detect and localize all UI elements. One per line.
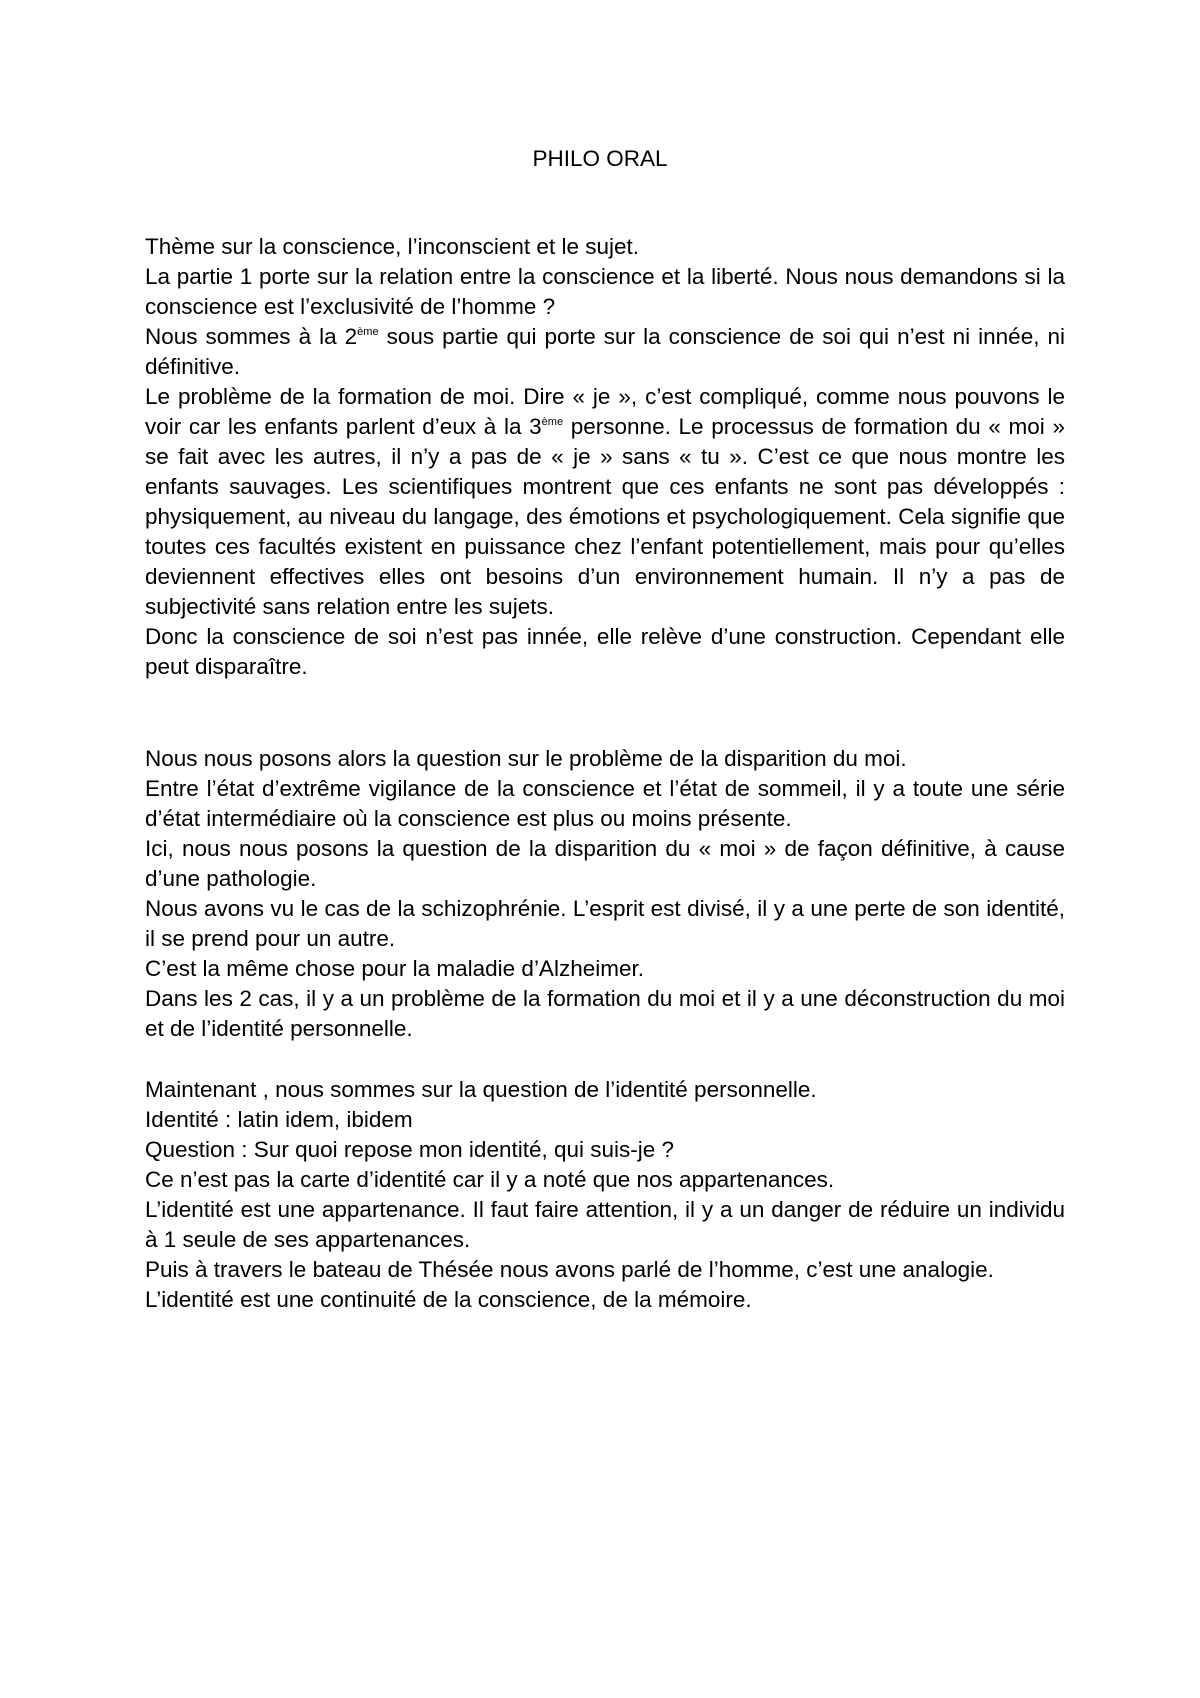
text-segment: Le problème de la formation de moi. Dire « je », c’est compliqué, comme nous pouvons le voir car les enfants parlent d’eux à la 3 [145,384,1065,439]
paragraph-partie-1: La partie 1 porte sur la relation entre la conscience et la liberté. Nous nous demandons si la conscience est l’exclusivité de l’homme ? [145,264,1065,319]
paragraph-pathologie: Ici, nous nous posons la question de la disparition du « moi » de façon définitive, à cause d’une pathologie. [145,836,1065,891]
paragraph-deux-cas: Dans les 2 cas, il y a un problème de la formation du moi et il y a une déconstruction du moi et de l’identité personnelle. [145,986,1065,1041]
paragraph-disparition-moi: Nous nous posons alors la question sur le problème de la disparition du moi. [145,746,907,771]
paragraph-bateau-thesee: Puis à travers le bateau de Thésée nous avons parlé de l’homme, c’est une analogie. [145,1257,994,1282]
paragraph-appartenance: L’identité est une appartenance. Il faut faire attention, il y a un danger de réduire un individu à 1 seule de ses appartenances. [145,1197,1065,1252]
superscript: ème [541,416,564,428]
paragraph-identite-latin: Identité : latin idem, ibidem [145,1107,413,1132]
paragraph-continuite: L’identité est une continuité de la conscience, de la mémoire. [145,1287,752,1312]
text-segment: Nous sommes à la 2 [145,324,358,349]
text-segment: personne. Le processus de formation du « moi » se fait avec les autres, il n’y a pas de « je » sans « tu ». C’est ce que nous montre les enfants sauvages. Les scientifiques montrent que ces enfants ne sont pas développés : physiquement, au niveau du langage, des émotions et psychologiquement. Cela signifie que toutes ces facultés existent en puissance chez l’enfant potentiellement, mais pour qu’elles deviennent effectives elles ont besoins d’un environnement humain. Il n’y a pas de subjectivité sans relation entre les sujets. [145,414,1065,619]
spacer [145,1044,1065,1075]
paragraph-identite-personnelle: Maintenant , nous sommes sur la question de l’identité personnelle. [145,1077,817,1102]
paragraph-carte-identite: Ce n’est pas la carte d’identité car il y a noté que nos appartenances. [145,1167,835,1192]
document-title: PHILO ORAL [532,146,668,171]
paragraph-formation-moi [145,382,1065,622]
document-body [145,232,1065,1315]
spacer [145,682,1065,744]
paragraph-question: Question : Sur quoi repose mon identité, qui suis-je ? [145,1137,675,1162]
paragraph-alzheimer: C’est la même chose pour la maladie d’Alzheimer. [145,956,644,981]
paragraph-theme: Thème sur la conscience, l’inconscient et le sujet. [145,234,639,259]
superscript: ème [357,326,379,338]
paragraph-vigilance: Entre l’état d’extrême vigilance de la conscience et l’état de sommeil, il y a toute une série d’état intermédiaire où la conscience est plus ou moins présente. [145,776,1065,831]
text-segment: sous partie qui porte sur la conscience de soi qui n’est ni innée, ni définitive. [145,324,1065,379]
paragraph-conclusion-conscience: Donc la conscience de soi n’est pas innée, elle relève d’une construction. Cependant elle peut disparaître. [145,624,1065,679]
paragraph-sous-partie [145,322,1065,382]
paragraph-schizophrenie: Nous avons vu le cas de la schizophrénie. L’esprit est divisé, il y a une perte de son identité, il se prend pour un autre. [145,896,1065,951]
